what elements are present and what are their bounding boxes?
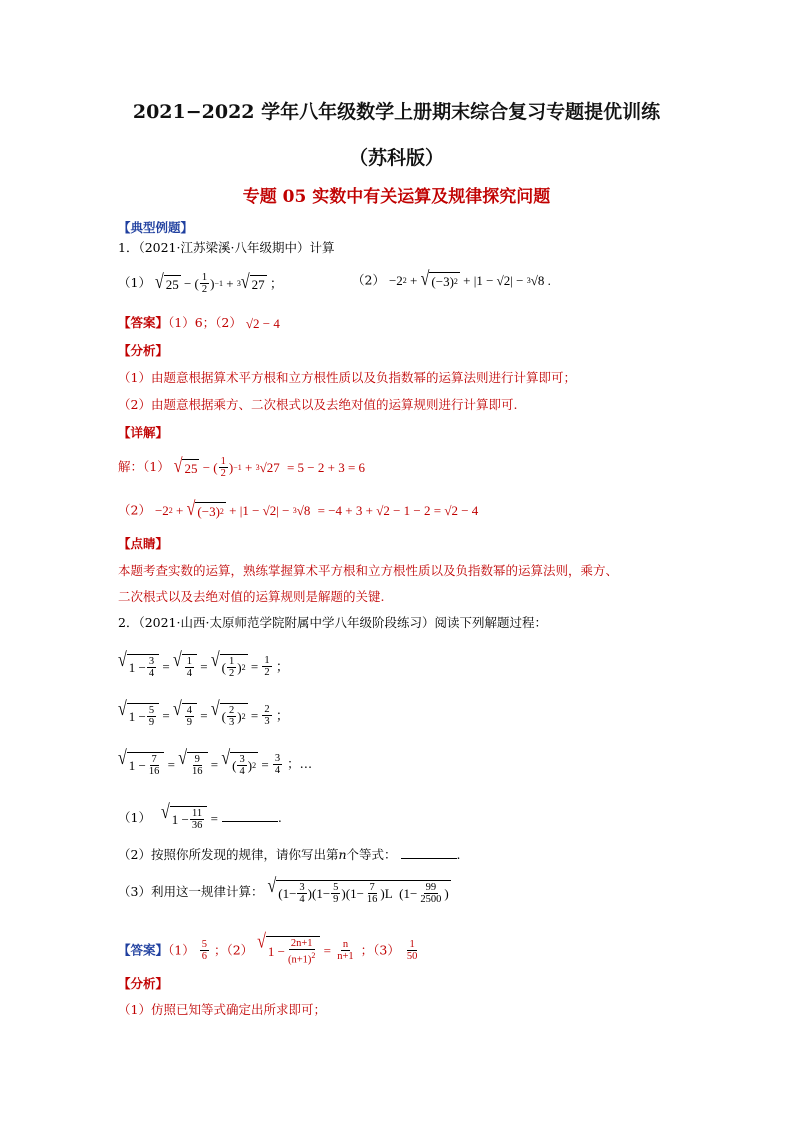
q1-comment-2: 二次根式以及去绝对值的运算规则是解题的关键. (118, 589, 385, 604)
q1-solution-1: 解：（1） √ 25 − ( $\frac{1}{2}$ ) −1 + 3 √27 = 5 − 2 + 3 = 6 (118, 455, 366, 479)
q1-solution-2: （2） −2 2 + √ (−3) 2 + |1 − √2| − 3 √8 = −4 + 3 + √2 − 1 − 2 = √2 − 4 (118, 498, 479, 520)
q2-answer: 【答案】（1） $\frac{5}{6}$ ；（2） √ 1 − $\frac{2n+1}{(n+1)^2}$ = $\frac{n}{n+1}$ ；（3） $\frac{1}{50}$ (118, 931, 418, 966)
q2-example-3: √ 1 − $\frac{7}{16}$ = √ $\frac{9}{16}$ = √ ( $\frac{3}{4}$ ) 2 = $\frac{3}{4}$ ；… (118, 747, 313, 777)
q1-comment-tag: 【点睛】 (118, 536, 169, 551)
document-title: 2021−2022 学年八年级数学上册期末综合复习专题提优训练 (132, 101, 661, 123)
q2-example-2: √ 1 − $\frac{5}{9}$ = √ $\frac{4}{9}$ = √ ( $\frac{2}{3}$ ) 2 = $\frac{2}{3}$ ； (118, 698, 289, 728)
q2-sub1: （1） √ 1 − $\frac{11}{36}$ = . (118, 801, 282, 831)
q2-sub1-blank[interactable] (222, 809, 278, 822)
q2-example-1: √ 1 − $\frac{3}{4}$ = √ $\frac{1}{4}$ = √ ( $\frac{1}{2}$ ) 2 = $\frac{1}{2}$ ； (118, 649, 289, 679)
q1-answer: 【答案】（1）6；（2） √2 − 4 (118, 315, 280, 331)
q1-part1-expression: √ 25 − ( $\frac{1}{2}$ ) −1 + 3 √ 27 ； (154, 271, 283, 295)
topic-heading: 专题 05 实数中有关运算及规律探究问题 (242, 187, 551, 207)
q1-analysis-tag: 【分析】 (118, 343, 169, 358)
q1-part2-expression: −2 2 + √ (−3) 2 + |1 − √2| − 3 √8 . (388, 268, 551, 290)
q2-analysis-tag: 【分析】 (118, 976, 169, 991)
q1-part1: （1） √ 25 − ( $\frac{1}{2}$ ) −1 + 3 √ 27 ； (118, 271, 283, 295)
q1-part2: （2） −2 2 + √ (−3) 2 + |1 − √2| − 3 √8 . (352, 268, 551, 290)
q1-analysis-1: （1）由题意根据算术平方根和立方根性质以及负指数幂的运算法则进行计算即可； (118, 370, 576, 385)
q1-detail-tag: 【详解】 (118, 425, 169, 440)
q2-sub2-blank[interactable] (401, 846, 457, 859)
q2-sub2: （2）按照你所发现的规律，请你写出第n个等式： . (118, 847, 461, 862)
q2-stem: 2．（2021·山西·太原师范学院附属中学八年级阶段练习）阅读下列解题过程： (118, 615, 547, 630)
q2-analysis-1: （1）仿照已知等式确定出所求即可； (118, 1002, 326, 1017)
q1-stem: 1．（2021·江苏梁溪·八年级期中）计算 (118, 240, 335, 255)
q2-sub3: （3）利用这一规律计算： √ (1− $\frac{3}{4}$ )(1− $\frac{5}{9}$ )(1− $\frac{7}{16}$ )L (1− $\frac{99}{2500}$ ) (118, 875, 449, 905)
q1-comment-1: 本题考查实数的运算，熟练掌握算术平方根和立方根性质以及负指数幂的运算法则，乘方、 (118, 563, 619, 578)
q1-analysis-2: （2）由题意根据乘方、二次根式以及去绝对值的运算规则进行计算即可. (118, 397, 518, 412)
section-tag: 【典型例题】 (118, 220, 194, 235)
document-edition: （苏科版） (348, 147, 444, 169)
